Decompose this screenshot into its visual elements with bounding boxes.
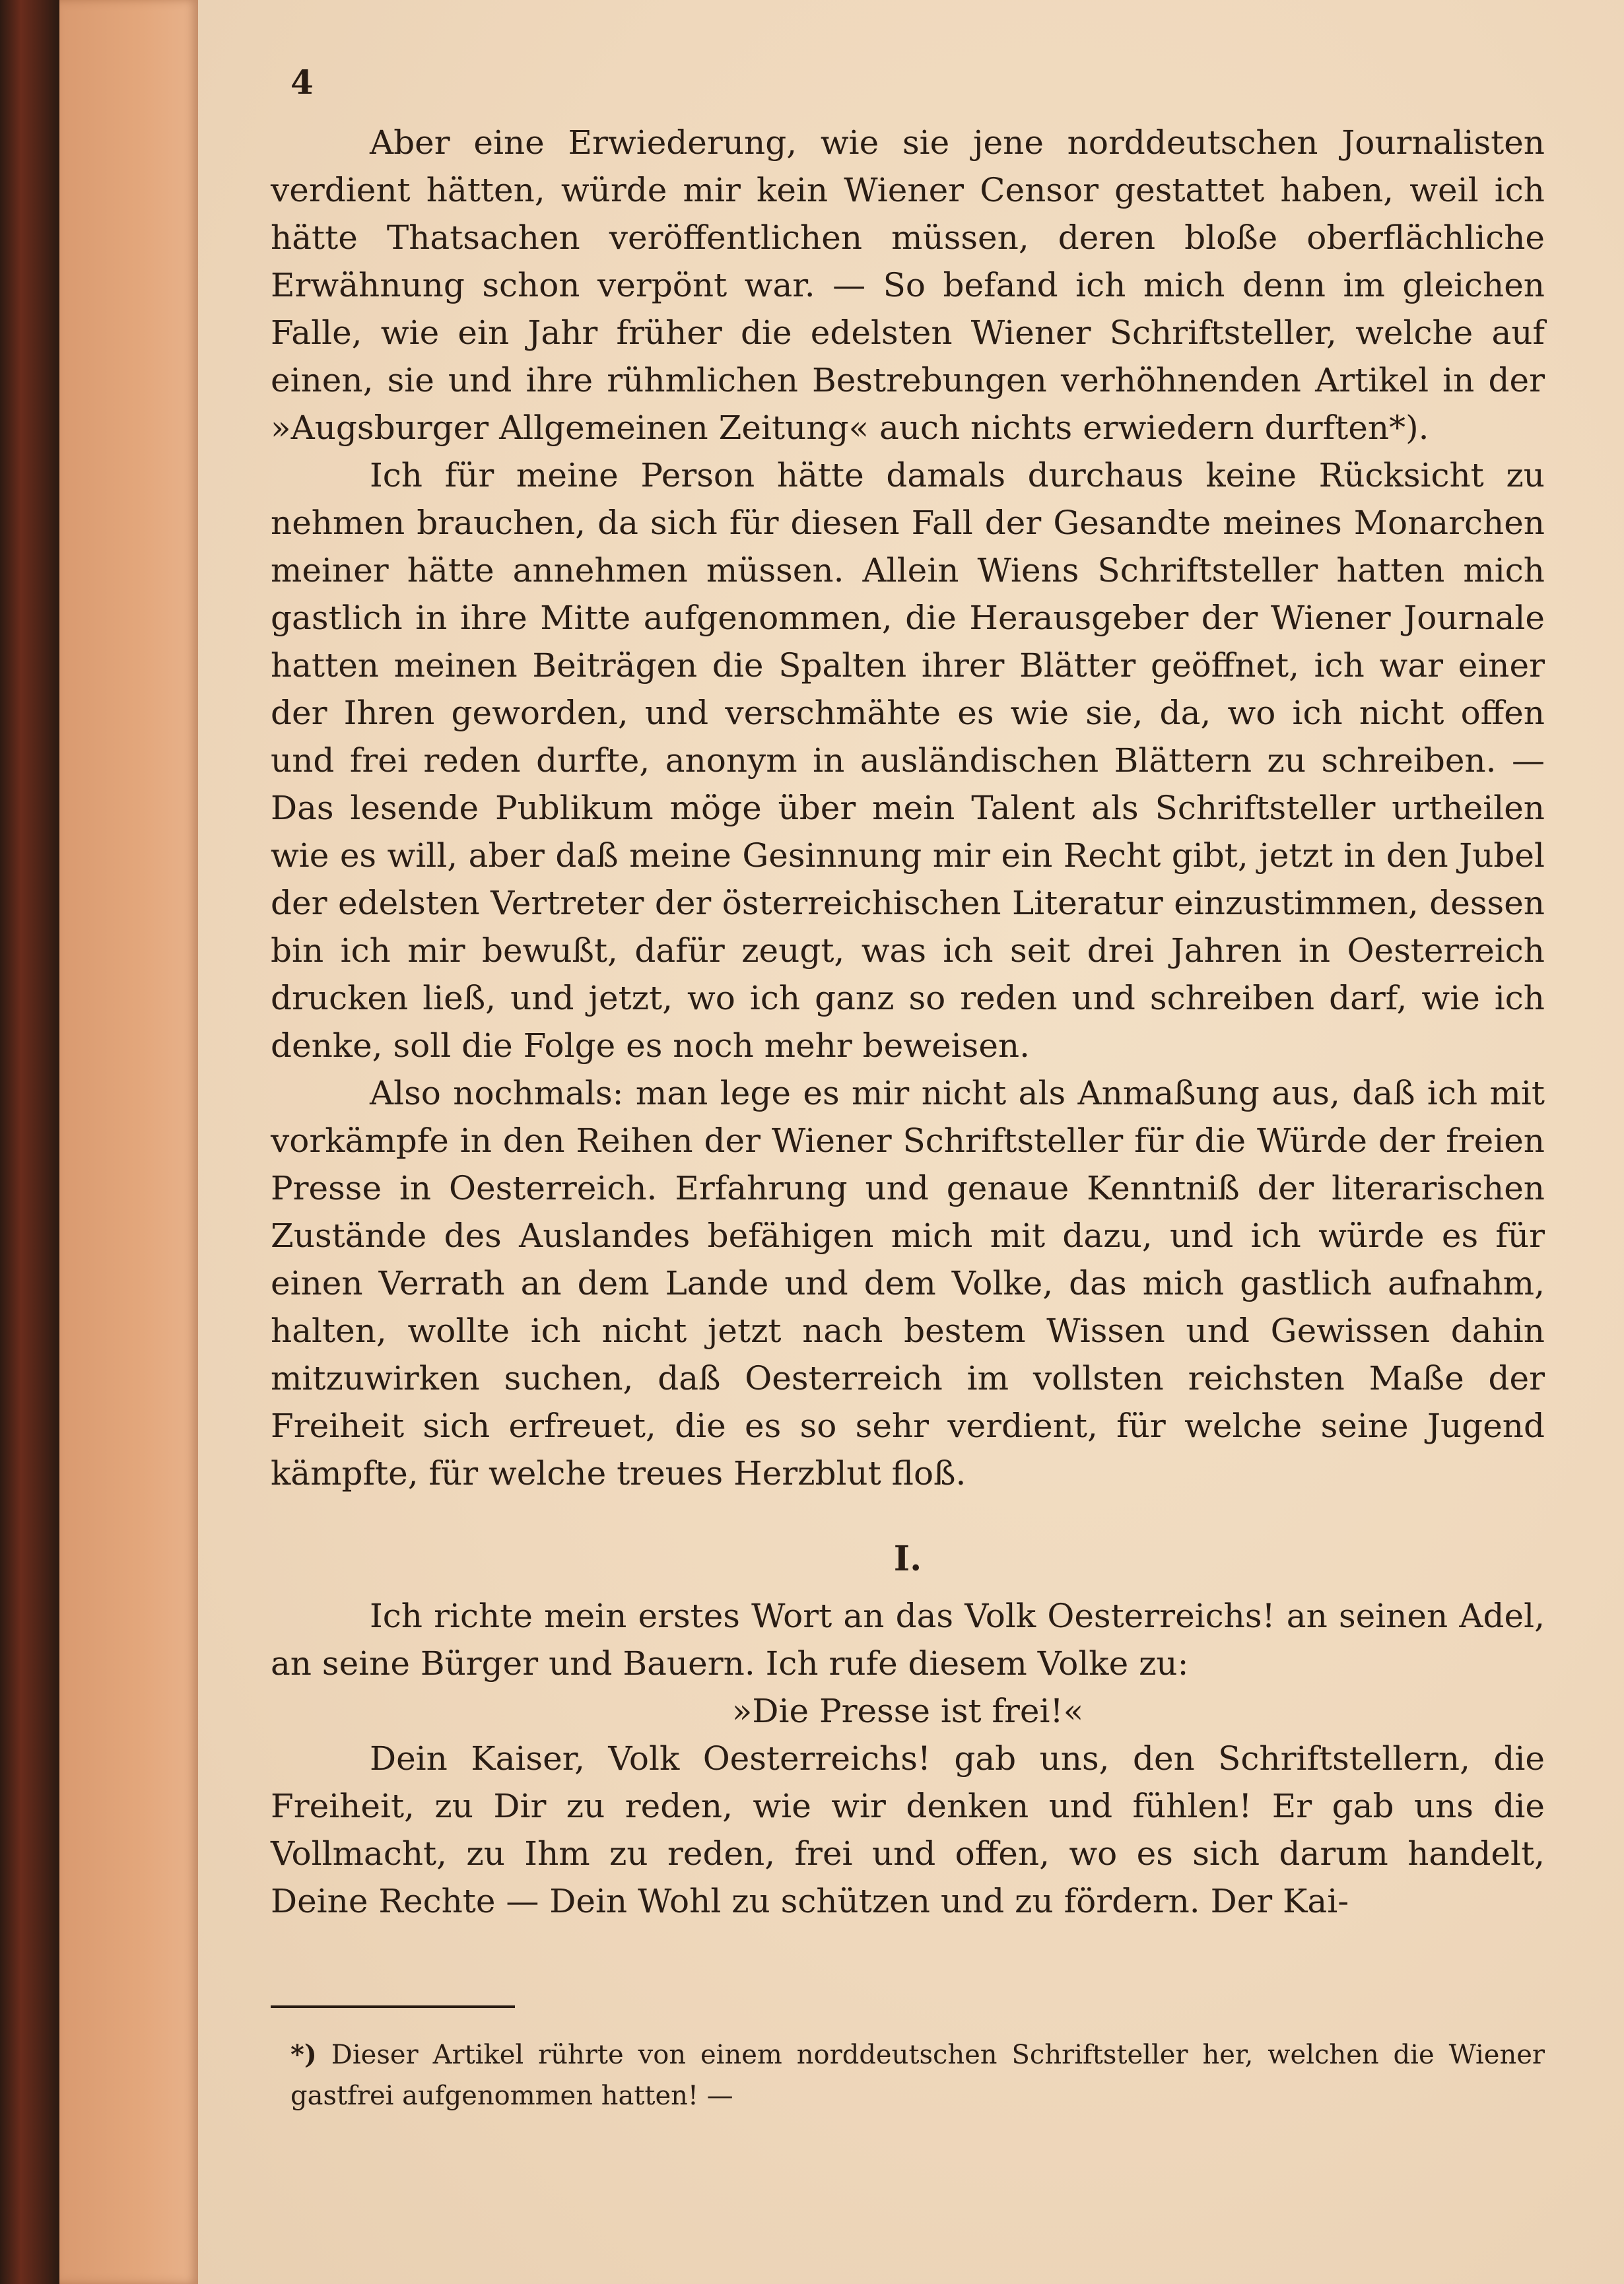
paragraph: Also nochmals: man lege es mir nicht als Anmaßung aus, daß ich mit vorkämpfe in den Reihen der Wiener Schriftsteller für die Würde der freien Presse in Oesterreich. Erfahrung und genaue Kenntniß der literarischen Zustände des Auslandes befähigen mich mit dazu, und ich würde es für einen Verrath an dem Lande und dem Volke, das mich gastlich aufnahm, halten, wollte ich nicht jetzt nach bestem Wissen und Gewissen dahin mitzuwirken suchen, daß Oesterreich im vollsten reichsten Maße der Freiheit sich erfreuet, die es so sehr verdient, für welche seine Jugend kämpfte, für welche treues Herzblut floß. bbox=[271, 1074, 1545, 1493]
book-binding-edge bbox=[0, 0, 59, 2284]
quote-line: »Die Presse ist frei!« bbox=[731, 1692, 1084, 1730]
page-number: 4 bbox=[290, 63, 314, 102]
footnote-divider bbox=[271, 2005, 515, 2008]
paragraph: Ich richte mein erstes Wort an das Volk Oesterreichs! an seinen Adel, an seine Bürger und Bauern. Ich rufe diesem Volke zu: bbox=[271, 1597, 1545, 1683]
paragraph: Dein Kaiser, Volk Oesterreichs! gab uns, den Schriftstellern, die Freiheit, zu Dir zu reden, wie wir denken und fühlen! Er gab uns die Vollmacht, zu Ihm zu reden, frei und offen, wo es sich darum handelt, Deine Rechte — Dein Wohl zu schützen und zu fördern. Der Kai- bbox=[271, 1739, 1545, 1920]
document-page bbox=[198, 0, 1624, 2284]
footnote-marker: *) bbox=[290, 2039, 317, 2070]
footnote-text: Dieser Artikel rührte von einem norddeutschen Schriftsteller her, welchen die Wiener gastfrei aufgenommen hatten! — bbox=[290, 2040, 1545, 2111]
body-text bbox=[271, 119, 1545, 1925]
binding-paper-strip bbox=[59, 0, 198, 2284]
paragraph: Ich für meine Person hätte damals durchaus keine Rücksicht zu nehmen brauchen, da sich für diesen Fall der Gesandte meines Monarchen meiner hätte annehmen müssen. Allein Wiens Schriftsteller hatten mich gastlich in ihre Mitte aufgenommen, die Herausgeber der Wiener Journale hatten meinen Beiträgen die Spalten ihrer Blätter geöffnet, ich war einer der Ihren geworden, und verschmähte es wie sie, da, wo ich nicht offen und frei reden durfte, anonym in ausländischen Blättern zu schreiben. — Das lesende Publikum möge über mein Talent als Schriftsteller urtheilen wie es will, aber daß meine Gesinnung mir ein Recht gibt, jetzt in den Jubel der edelsten Vertreter der österreichischen Literatur einzustimmen, dessen bin ich mir bewußt, dafür zeugt, was ich seit drei Jahren in Oesterreich drucken ließ, und jetzt, wo ich ganz so reden und schreiben darf, wie ich denke, soll die Folge es noch mehr beweisen. bbox=[271, 456, 1545, 1065]
paragraph: Aber eine Erwiederung, wie sie jene norddeutschen Journalisten verdient hätten, würde mir kein Wiener Censor gestattet haben, weil ich hätte Thatsachen veröffentlichen müssen, deren bloße oberflächliche Erwähnung schon verpönt war. — So befand ich mich denn im gleichen Falle, wie ein Jahr früher die edelsten Wiener Schriftsteller, welche auf einen, sie und ihre rühmlichen Bestrebungen verhöhnenden Artikel in der »Augsburger Allgemeinen Zeitung« auch nichts erwiedern durften*). bbox=[271, 123, 1545, 447]
section-heading: I. bbox=[893, 1539, 922, 1579]
footnote bbox=[290, 2034, 1545, 2116]
